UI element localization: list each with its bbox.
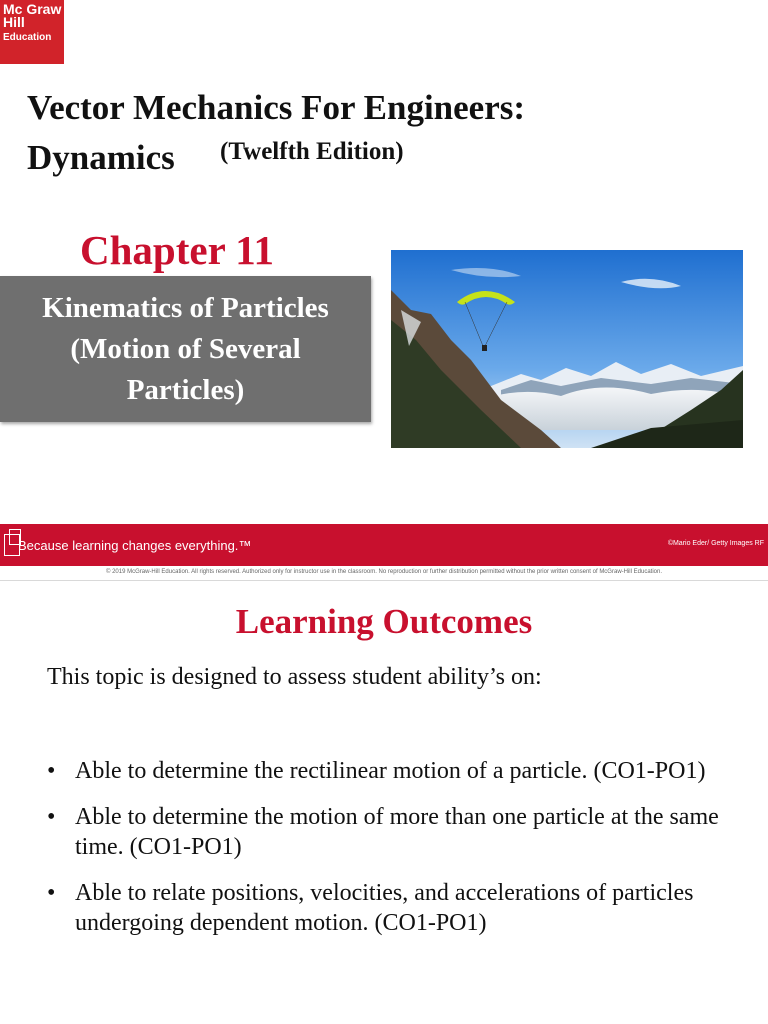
slide-divider [0, 580, 768, 581]
chapter-heading: Chapter 11 [80, 227, 275, 273]
topic-line-2: (Motion of Several [70, 333, 301, 365]
outcomes-list [47, 756, 727, 954]
logo-line-1: Mc Graw [3, 1, 62, 17]
bullet-icon: • [47, 804, 56, 830]
topic-line-3: Particles) [126, 374, 245, 406]
logo-line-2: Hill [3, 14, 25, 30]
paraglider-photo [391, 250, 743, 448]
learning-outcomes-title: Learning Outcomes [235, 602, 533, 641]
list-item [47, 878, 727, 938]
photo-credit: ©Mario Eder/ Getty Images RF [667, 540, 764, 547]
logo-line-3: Education [3, 32, 52, 43]
outcome-text: Able to relate positions, velocities, and accelerations of particles undergoing dependent motion. (CO1-PO1) [75, 880, 694, 936]
topic-box [0, 276, 371, 422]
topic-line-1: Kinematics of Particles [42, 292, 329, 324]
outcome-text: Able to determine the motion of more than one particle at the same time. (CO1-PO1) [75, 804, 719, 860]
mcgraw-hill-logo [0, 0, 64, 64]
intro-text: This topic is designed to assess student ability’s on: [47, 664, 542, 690]
bullet-icon: • [47, 758, 56, 784]
book-title: Vector Mechanics For Engineers: [27, 88, 526, 127]
list-item [47, 802, 727, 862]
bullet-icon: • [47, 880, 56, 906]
book-subtitle: Dynamics [27, 138, 175, 177]
footer-bar [0, 524, 768, 566]
copyright-notice: © 2019 McGraw-Hill Education. All rights reserved. Authorized only for instructor use in the classroom. No reproduction or further distribution permitted without the prior written consent of McGraw-Hill Education. [106, 569, 662, 575]
outcome-text: Able to determine the rectilinear motion of a particle. (CO1-PO1) [75, 758, 706, 784]
list-item [47, 756, 727, 786]
edition-label: (Twelfth Edition) [220, 138, 404, 165]
tagline: Because learning changes everything.™ [18, 538, 252, 553]
